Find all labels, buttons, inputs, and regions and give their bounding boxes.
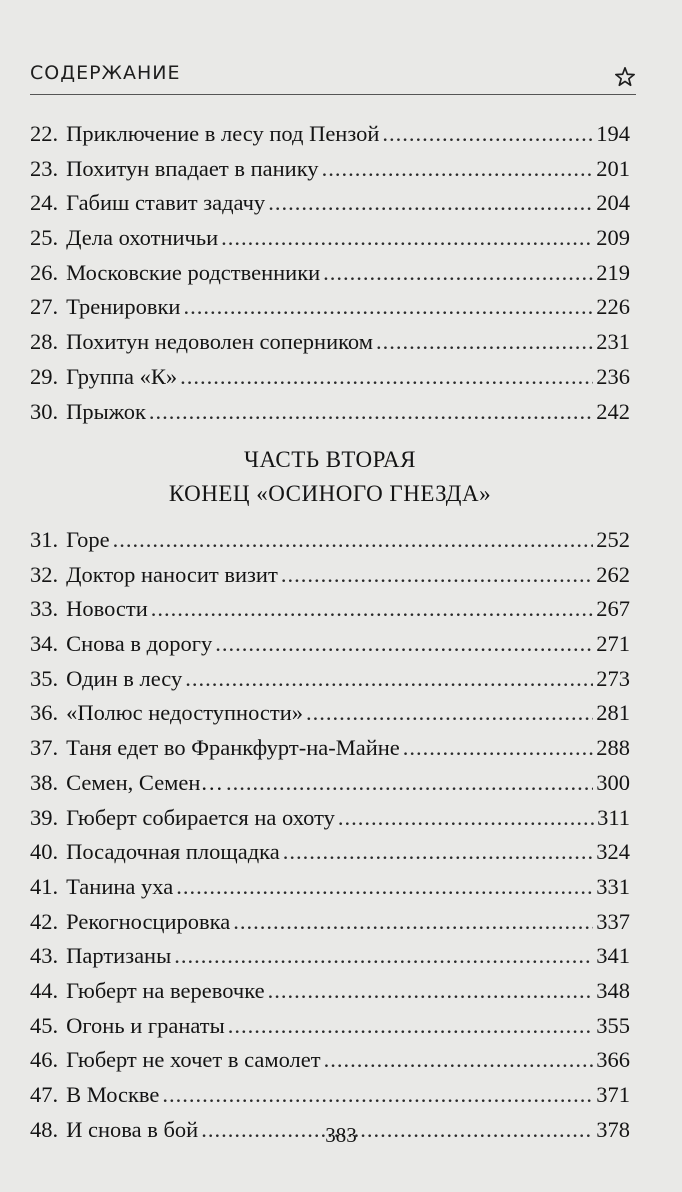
toc-entry [30, 666, 630, 701]
toc-entry-page: 324 [596, 839, 630, 865]
toc-entry-number: 31. [30, 527, 59, 552]
dot-leader [283, 839, 594, 865]
toc-entry-number: 39. [30, 804, 59, 830]
toc-entry [30, 805, 630, 840]
toc-entry-number: 35. [30, 665, 59, 691]
dot-leader [176, 874, 593, 900]
toc-entry-page: 242 [596, 398, 630, 424]
toc-entry-page: 209 [596, 225, 630, 251]
toc-entry-number: 22. [30, 121, 59, 146]
toc-entry-page: 267 [596, 596, 630, 622]
toc-entry-page: 252 [596, 527, 630, 552]
toc-entry-number: 46. [30, 1047, 59, 1073]
toc-entry [30, 225, 630, 260]
dot-leader [376, 329, 593, 355]
toc-entry-number: 30. [30, 398, 59, 424]
toc-entry [30, 1082, 630, 1117]
toc-entry-title: Гюберт собирается на охоту [66, 804, 335, 830]
toc-entry [30, 874, 630, 909]
dot-leader [233, 909, 593, 935]
part-title: КОНЕЦ «ОСИНОГО ГНЕЗДА» [168, 481, 492, 506]
toc-entry [30, 364, 630, 399]
dot-leader [185, 666, 593, 692]
toc-entry-title: Рекогносцировка [66, 908, 231, 934]
toc-entry [30, 190, 630, 225]
toc-entry [30, 1047, 630, 1082]
dot-leader [183, 294, 593, 320]
dot-leader [403, 735, 593, 761]
toc-entry-page: 201 [596, 155, 630, 181]
toc-entry-title: В Москве [66, 1082, 160, 1107]
toc-entry-number: 40. [30, 839, 59, 865]
toc-entry-title: Таня едет во Франкфурт-на-Майне [66, 735, 400, 761]
toc-entry-title: Новости [66, 596, 148, 622]
toc-entry [30, 399, 630, 434]
toc-entry-title: Приключение в лесу под Пензой [66, 121, 380, 146]
toc-entry-title: Доктор наносит визит [66, 561, 278, 587]
dot-leader [324, 1047, 594, 1073]
toc-entry-page: 300 [596, 769, 630, 795]
dot-leader [323, 260, 593, 286]
toc-entry [30, 562, 630, 597]
toc-entry-title: Группа «К» [66, 363, 178, 389]
toc-entry-page: 348 [596, 977, 630, 1003]
toc-entry [30, 631, 630, 666]
toc-entry-page: 341 [596, 943, 630, 969]
dot-leader [180, 364, 593, 390]
toc-entry-page: 371 [596, 1082, 630, 1107]
toc-entry [30, 978, 630, 1013]
toc-entry-title: Танина уха [66, 873, 174, 899]
toc-entry [30, 943, 630, 978]
toc-entry-number: 43. [30, 943, 59, 969]
toc-entry-page: 204 [596, 190, 630, 216]
toc-entry-title: Габиш ставит задачу [66, 190, 266, 216]
dot-leader [162, 1082, 593, 1108]
page-header [30, 60, 636, 100]
toc-entry-title: Дела охотничьи [66, 225, 219, 251]
toc-entry-title: «Полюс недоступности» [66, 700, 303, 726]
page-number: 383 [325, 1123, 357, 1147]
toc-entry-title: Похитун недоволен соперником [66, 329, 373, 355]
part-label: ЧАСТЬ ВТОРАЯ [244, 447, 416, 472]
toc-entry-number: 34. [30, 631, 59, 657]
toc-entry-title: Снова в дорогу [66, 631, 213, 657]
toc-entry [30, 329, 630, 364]
toc-entry-title: Тренировки [66, 294, 181, 320]
toc-entry-page: 273 [596, 665, 630, 691]
toc-entry-number: 27. [30, 294, 59, 320]
toc-entry-title: Один в лесу [66, 665, 183, 691]
toc-part-one [30, 121, 630, 433]
toc-entry-page: 236 [596, 363, 630, 389]
star-icon [614, 66, 636, 88]
toc-entry-page: 226 [596, 294, 630, 320]
toc-entry [30, 260, 630, 295]
toc-entry [30, 294, 630, 329]
dot-leader [149, 399, 593, 425]
dot-leader [174, 943, 593, 969]
toc-entry-number: 42. [30, 908, 59, 934]
toc-entry [30, 527, 630, 562]
toc-entry [30, 121, 630, 156]
toc-entry-number: 41. [30, 873, 59, 899]
toc-entry-number: 48. [30, 1116, 59, 1142]
toc-entry-number: 25. [30, 225, 59, 251]
toc-entry-page: 337 [596, 908, 630, 934]
toc-entry [30, 770, 630, 805]
toc-entry-page: 281 [596, 700, 630, 726]
toc-entry-page: 219 [596, 259, 630, 285]
toc-entry [30, 839, 630, 874]
dot-leader [382, 121, 593, 147]
toc-entry-page: 355 [596, 1012, 630, 1038]
toc-entry-page: 262 [596, 561, 630, 587]
toc-entry-page: 288 [596, 735, 630, 761]
toc-entry-number: 38. [30, 769, 59, 795]
toc-entry-page: 311 [597, 804, 630, 830]
toc-entry-number: 45. [30, 1012, 59, 1038]
toc-entry-title: Посадочная площадка [66, 839, 280, 865]
dot-leader [281, 562, 593, 588]
running-head: СОДЕРЖАНИЕ [30, 62, 181, 84]
toc-entry [30, 156, 630, 191]
toc-entry-number: 23. [30, 155, 59, 181]
toc-entry [30, 700, 630, 735]
toc-entry-page: 331 [596, 873, 630, 899]
toc-entry [30, 596, 630, 631]
toc-entry-number: 32. [30, 561, 59, 587]
dot-leader [228, 1013, 594, 1039]
dot-leader [221, 225, 593, 251]
toc-entry-number: 26. [30, 259, 59, 285]
toc-entry-page: 271 [596, 631, 630, 657]
toc-entry-page: 366 [596, 1047, 630, 1073]
toc-entry-number: 28. [30, 329, 59, 355]
toc-entry-title: Семен, Семен… [66, 769, 223, 795]
toc-entry-number: 37. [30, 735, 59, 761]
dot-leader [306, 700, 593, 726]
toc-entry-title: И снова в бой [66, 1116, 199, 1142]
dot-leader [215, 631, 593, 657]
toc-entry-page: 194 [596, 121, 630, 146]
toc-entry-number: 44. [30, 977, 59, 1003]
toc-entry-number: 29. [30, 363, 59, 389]
dot-leader [338, 805, 594, 831]
toc-entry-title: Огонь и гранаты [66, 1012, 225, 1038]
toc-entry-number: 36. [30, 700, 59, 726]
dot-leader [322, 156, 594, 182]
toc-entry-title: Похитун впадает в панику [66, 155, 319, 181]
toc-entry [30, 1013, 630, 1048]
dot-leader [151, 596, 593, 622]
toc-entry-title: Партизаны [66, 943, 172, 969]
dot-leader [113, 527, 594, 553]
toc-entry [30, 909, 630, 944]
dot-leader [226, 770, 593, 796]
toc-entry [30, 735, 630, 770]
dot-leader [268, 978, 594, 1004]
toc-entry-number: 47. [30, 1082, 59, 1107]
dot-leader [268, 190, 593, 216]
header-rule [30, 94, 636, 95]
toc-entry-page: 231 [596, 329, 630, 355]
toc-entry-title: Горе [66, 527, 110, 552]
toc-entry-title: Прыжок [66, 398, 146, 424]
toc-entry-title: Московские родственники [66, 259, 321, 285]
toc-entry-title: Гюберт на веревочке [66, 977, 265, 1003]
toc-entry-page: 378 [596, 1116, 630, 1142]
toc-entry-number: 24. [30, 190, 59, 216]
toc-entry-title: Гюберт не хочет в самолет [66, 1047, 321, 1073]
toc-part-two [30, 527, 630, 1151]
toc-entry-number: 33. [30, 596, 59, 622]
